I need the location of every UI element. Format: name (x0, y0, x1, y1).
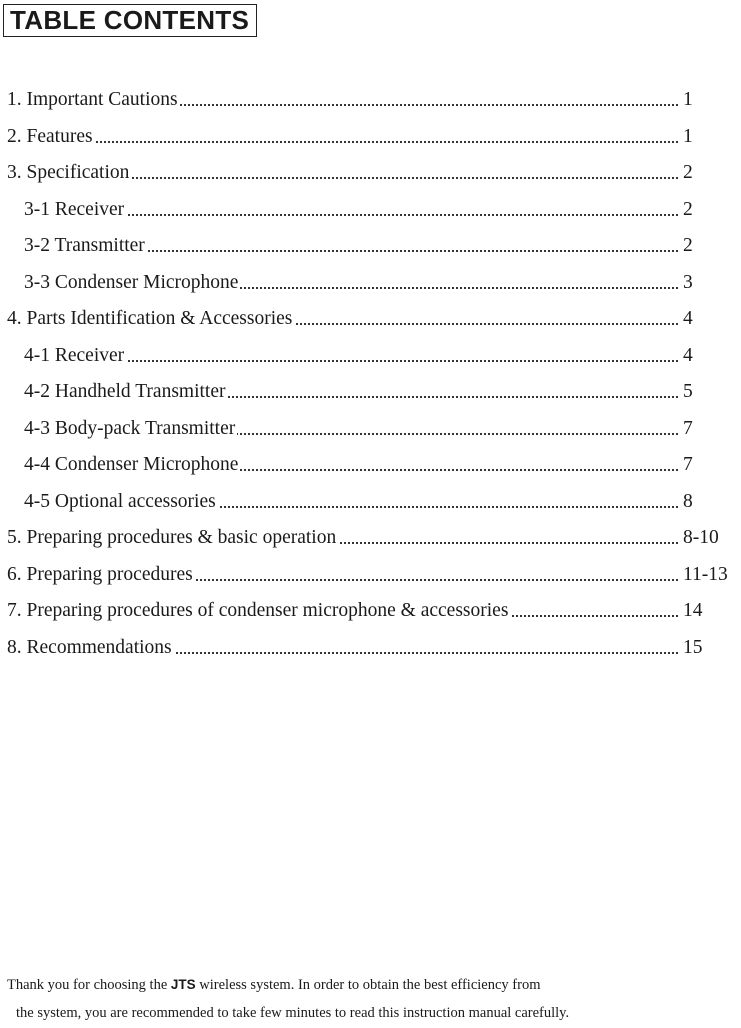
toc-entry[interactable] (0, 374, 741, 411)
toc-entry[interactable] (0, 228, 741, 265)
toc-entry-page: 8-10 (683, 527, 719, 548)
intro-note-line-2: the system, you are recommended to take few minutes to read this instruction manual carefully. (16, 1005, 570, 1021)
toc-entry-page: 2 (683, 198, 693, 220)
toc-entry-label: 8. Recommendations (7, 630, 174, 667)
toc-entry[interactable] (0, 630, 741, 667)
toc-entry-page: 1 (683, 125, 693, 147)
toc-entry[interactable] (0, 82, 741, 119)
toc-entry[interactable] (0, 155, 741, 192)
toc-entry-page: 14 (683, 600, 703, 621)
toc-entry-page: 2 (683, 162, 693, 183)
toc-entry-label: 4-2 Handheld Transmitter (24, 374, 227, 411)
toc-entry-page: 4 (683, 344, 693, 366)
toc-entry-page: 5 (683, 381, 693, 402)
page-title: TABLE CONTENTS (3, 4, 257, 37)
toc-entry[interactable] (0, 593, 741, 630)
toc-entry[interactable] (0, 301, 741, 338)
toc-entry[interactable] (0, 192, 741, 229)
toc-entry-label: 7. Preparing procedures of condenser microphone & accessories (7, 593, 510, 630)
toc-entry-label: 4-4 Condenser Microphone (24, 447, 240, 484)
toc-entry-page: 2 (683, 235, 693, 256)
toc-entry-label: 3-3 Condenser Microphone (24, 265, 240, 302)
toc-entry-label: 5. Preparing procedures & basic operation (7, 520, 338, 557)
toc-entry-page: 1 (683, 89, 693, 110)
toc-entry-page: 3 (683, 271, 693, 293)
intro-text-before-brand: Thank you for choosing the (7, 977, 171, 993)
toc-entry[interactable] (0, 119, 741, 156)
intro-note-line-1 (7, 970, 541, 1000)
brand-name: JTS (170, 977, 196, 992)
toc-entry[interactable] (0, 484, 741, 521)
toc-entry-label: 4. Parts Identification & Accessories (7, 301, 294, 338)
toc-entry-label: 6. Preparing procedures (7, 557, 195, 594)
toc-entry[interactable] (0, 557, 741, 594)
toc-entry-label: 1. Important Cautions (7, 82, 180, 119)
toc-entry-page: 7 (683, 417, 693, 439)
toc-entry[interactable] (0, 265, 741, 302)
toc-entry-page: 8 (683, 490, 693, 512)
toc-entry-label: 4-5 Optional accessories (24, 484, 218, 521)
toc-entry-page: 4 (683, 308, 693, 329)
toc-entry[interactable] (0, 447, 741, 484)
table-of-contents (0, 82, 741, 666)
intro-text-after-brand: wireless system. In order to obtain the best efficiency from (195, 977, 541, 993)
toc-entry-page: 7 (683, 454, 693, 475)
toc-entry[interactable] (0, 520, 741, 557)
toc-entry-label: 4-1 Receiver (24, 338, 126, 375)
toc-entry-page: 15 (683, 636, 703, 658)
toc-entry-label: 2. Features (7, 119, 95, 156)
toc-entry-label: 3. Specification (7, 155, 131, 192)
toc-entry-label: 3-2 Transmitter (24, 228, 147, 265)
dot-leader (7, 141, 678, 143)
toc-entry[interactable] (0, 411, 741, 448)
toc-entry-label: 3-1 Receiver (24, 192, 126, 229)
toc-entry-page: 11-13 (683, 563, 728, 585)
toc-entry-label: 4-3 Body-pack Transmitter (24, 411, 237, 448)
toc-entry[interactable] (0, 338, 741, 375)
